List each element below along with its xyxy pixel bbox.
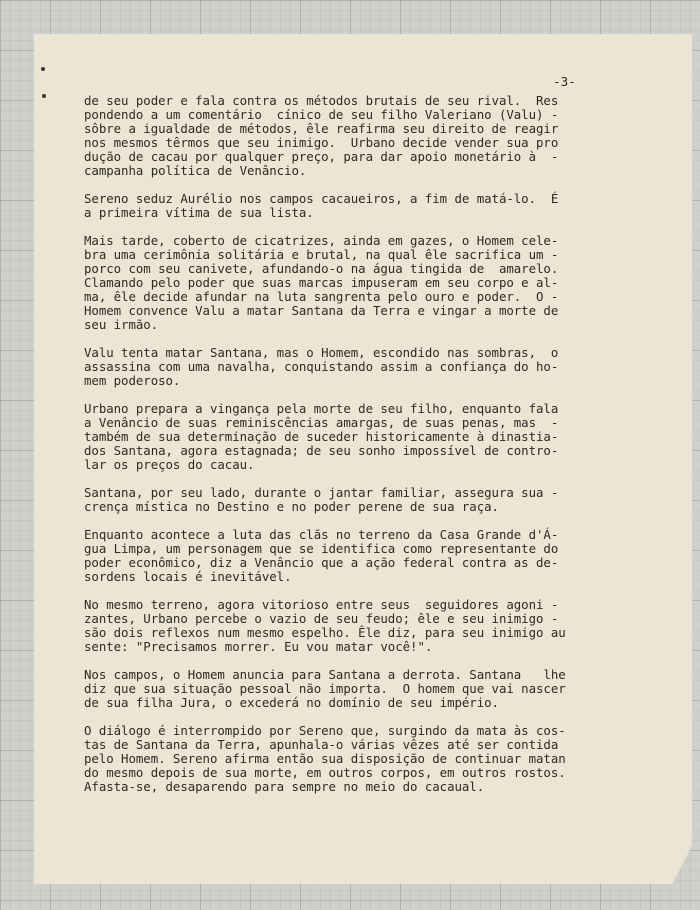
document-body <box>84 94 624 808</box>
page-number: -3- <box>553 74 576 89</box>
text-line: Homem convence Valu a matar Santana da Terra e vingar a morte de <box>84 303 559 318</box>
text-line: do mesmo depois de sua morte, em outros corpos, em outros rostos. <box>84 765 566 780</box>
text-line: poder econômico, diz a Venâncio que a ação federal contra as de- <box>84 555 559 570</box>
punch-hole-top <box>41 67 45 71</box>
text-line: Enquanto acontece a luta das clãs no terreno da Casa Grande d'Á- <box>84 527 559 542</box>
text-line: pondendo a um comentário cínico de seu filho Valeriano (Valu) - <box>84 107 559 122</box>
paragraph <box>84 402 624 472</box>
text-line: sordens locais é inevitável. <box>84 569 292 584</box>
text-line: O diálogo é interrompido por Sereno que, surgindo da mata às cos- <box>84 723 566 738</box>
paragraph <box>84 234 624 332</box>
text-line: bra uma cerimônia solitária e brutal, na qual êle sacrifica um - <box>84 247 559 262</box>
text-line: mem poderoso. <box>84 373 181 388</box>
text-line: Valu tenta matar Santana, mas o Homem, escondido nas sombras, o <box>84 345 559 360</box>
text-line: Santana, por seu lado, durante o jantar familiar, assegura sua - <box>84 485 559 500</box>
text-line: campanha política de Venâncio. <box>84 163 307 178</box>
text-line: zantes, Urbano percebe o vazio de seu feudo; êle e seu inimigo - <box>84 611 559 626</box>
text-line: a primeira vítima de sua lista. <box>84 205 314 220</box>
paragraph <box>84 598 624 654</box>
text-line: gua Limpa, um personagem que se identifica como representante do <box>84 541 559 556</box>
text-line: porco com seu canivete, afundando-o na água tingida de amarelo. <box>84 261 559 276</box>
text-line: assassina com uma navalha, conquistando assim a confiança do ho- <box>84 359 559 374</box>
text-line: No mesmo terreno, agora vitorioso entre seus seguidores agoni - <box>84 597 559 612</box>
text-line: nos mesmos têrmos que seu inimigo. Urbano decide vender sua pro <box>84 135 559 150</box>
text-line: pelo Homem. Sereno afirma então sua disposição de continuar matan <box>84 751 566 766</box>
text-line: dos Santana, agora estagnada; de seu sonho impossível de contro- <box>84 443 559 458</box>
text-line: também de sua determinação de suceder historicamente à dinastia- <box>84 429 559 444</box>
paragraph <box>84 94 624 178</box>
text-line: sente: "Precisamos morrer. Eu vou matar você!". <box>84 639 433 654</box>
text-line: seu irmão. <box>84 317 159 332</box>
text-line: Urbano prepara a vingança pela morte de seu filho, enquanto fala <box>84 401 559 416</box>
paragraph <box>84 724 624 794</box>
text-line: Clamando pelo poder que suas marcas impuseram em seu corpo e al- <box>84 275 559 290</box>
paragraph <box>84 528 624 584</box>
text-line: lar os preços do cacau. <box>84 457 255 472</box>
text-line: de sua filha Jura, o excederá no domínio de seu império. <box>84 695 499 710</box>
text-line: de seu poder e fala contra os métodos brutais de seu rival. Res <box>84 93 559 108</box>
text-line: a Venâncio de suas reminiscências amargas, de suas penas, mas - <box>84 415 559 430</box>
paragraph <box>84 668 624 710</box>
punch-hole-bottom <box>42 94 46 98</box>
paragraph <box>84 346 624 388</box>
text-line: Mais tarde, coberto de cicatrizes, ainda em gazes, o Homem cele- <box>84 233 559 248</box>
text-line: Nos campos, o Homem anuncia para Santana a derrota. Santana lhe <box>84 667 566 682</box>
text-line: Sereno seduz Aurélio nos campos cacaueiros, a fim de matá-lo. É <box>84 191 559 206</box>
text-line: crença mística no Destino e no poder perene de sua raça. <box>84 499 499 514</box>
text-line: tas de Santana da Terra, apunhala-o várias vêzes até ser contida <box>84 737 559 752</box>
text-line: ma, êle decide afundar na luta sangrenta pelo ouro e poder. O - <box>84 289 559 304</box>
text-line: são dois reflexos num mesmo espelho. Êle diz, para seu inimigo au <box>84 625 566 640</box>
text-line: dução de cacau por qualquer preço, para dar apoio monetário à - <box>84 149 559 164</box>
text-line: Afasta-se, desaparendo para sempre no meio do cacaual. <box>84 779 485 794</box>
text-line: sôbre a igualdade de métodos, êle reafirma seu direito de reagir <box>84 121 559 136</box>
paragraph <box>84 486 624 514</box>
paragraph <box>84 192 624 220</box>
text-line: diz que sua situação pessoal não importa. O homem que vai nascer <box>84 681 566 696</box>
